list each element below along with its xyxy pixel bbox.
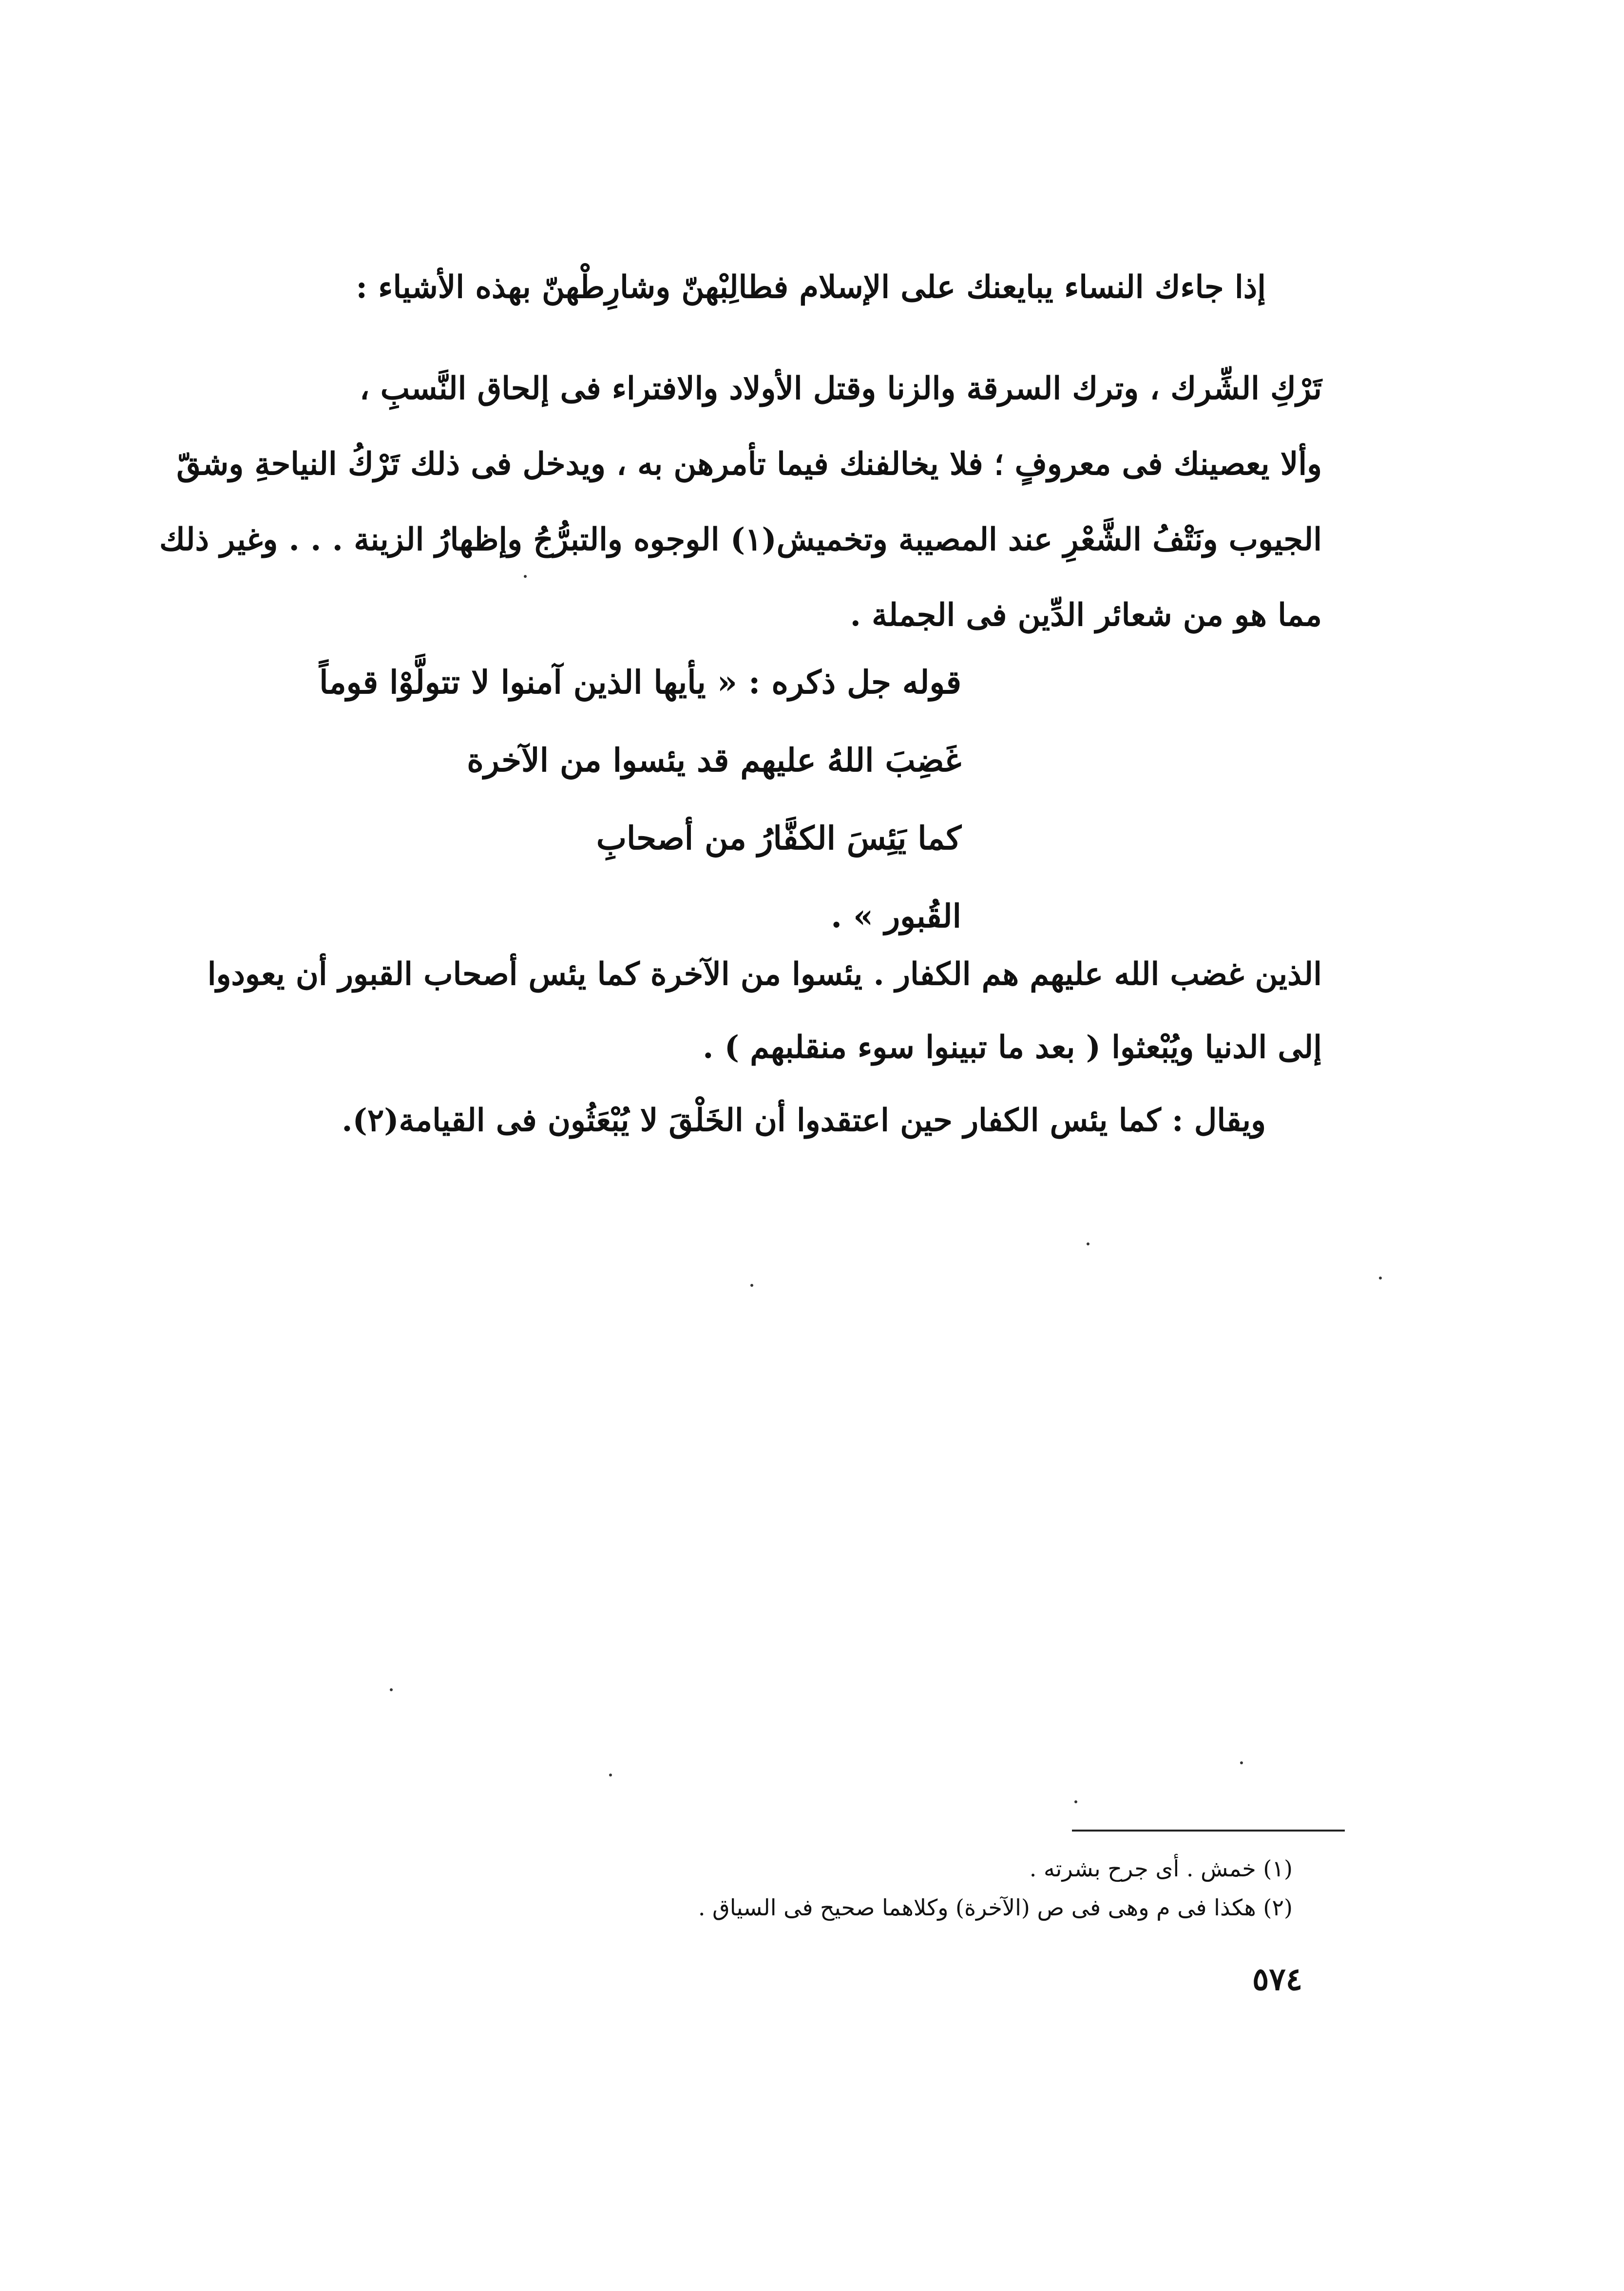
footnote-1: (١) خمش . أى جرح بشرته . xyxy=(1029,1855,1293,1882)
verse-line: غَضِبَ اللهُ عليهم قد يئسوا من الآخرة xyxy=(467,741,961,779)
scan-speck xyxy=(524,575,527,578)
footnote-divider xyxy=(1072,1830,1345,1832)
conditions-line: تَرْكِ الشِّرك ، وترك السرقة والزنا وقتل الأولاد والافتراء فى إلحاق النَّسبِ ، xyxy=(359,370,1322,407)
alternative-interpretation xyxy=(194,1096,1266,1145)
footnote-2: (٢) هكذا فى م وهى فى ص (الآخرة) وكلاهما صحيح فى السياق . xyxy=(698,1894,1293,1921)
scan-speck xyxy=(609,1774,612,1776)
verse-line: قوله جل ذكره : « يأيها الذين آمنوا لا تتولَّوْا قوماً xyxy=(319,663,961,701)
quranic-verse xyxy=(230,643,961,955)
scan-speck xyxy=(1087,1242,1089,1245)
explanation-paragraph xyxy=(207,938,1322,1084)
conditions-paragraph xyxy=(159,351,1322,653)
explanation-line: الذين غضب الله عليهم هم الكفار . يئسوا من الآخرة كما يئس أصحاب القبور أن يعودوا xyxy=(207,956,1322,993)
conditions-line: مما هو من شعائر الدِّين فى الجملة . xyxy=(850,597,1322,633)
scan-speck xyxy=(1074,1800,1077,1803)
verse-line: كما يَئِسَ الكفَّارُ من أصحابِ xyxy=(596,819,961,857)
scan-speck xyxy=(750,1284,753,1287)
scan-speck xyxy=(1379,1277,1382,1279)
scan-speck xyxy=(1240,1761,1243,1764)
page-number: ٥٧٤ xyxy=(1252,1961,1303,1998)
scan-speck xyxy=(390,1688,393,1691)
intro-line xyxy=(291,263,1266,312)
intro-text: إذا جاءك النساء يبايعنك على الإسلام فطالِبْهنّ وشارِطْهنّ بهذه الأشياء : xyxy=(356,269,1266,305)
alternative-text: ويقال : كما يئس الكفار حين اعتقدوا أن الخَلْقَ لا يُبْعَثُون فى القيامة(٢). xyxy=(342,1102,1266,1139)
conditions-line: وألا يعصينك فى معروفٍ ؛ فلا يخالفنك فيما تأمرهن به ، ويدخل فى ذلك تَرْكُ النياحةِ وشقّ xyxy=(176,446,1322,482)
explanation-line: إلى الدنيا ويُبْعثوا ( بعد ما تبينوا سوء منقلبهم ) . xyxy=(703,1029,1322,1066)
footnotes xyxy=(318,1849,1293,1927)
verse-line: القُبور » . xyxy=(831,897,961,935)
conditions-line: الجيوب ونَتْفُ الشَّعْرِ عند المصيبة وتخميش(١) الوجوه والتبرُّجُ وإظهارُ الزينة . . . وغير ذلك xyxy=(159,521,1322,558)
